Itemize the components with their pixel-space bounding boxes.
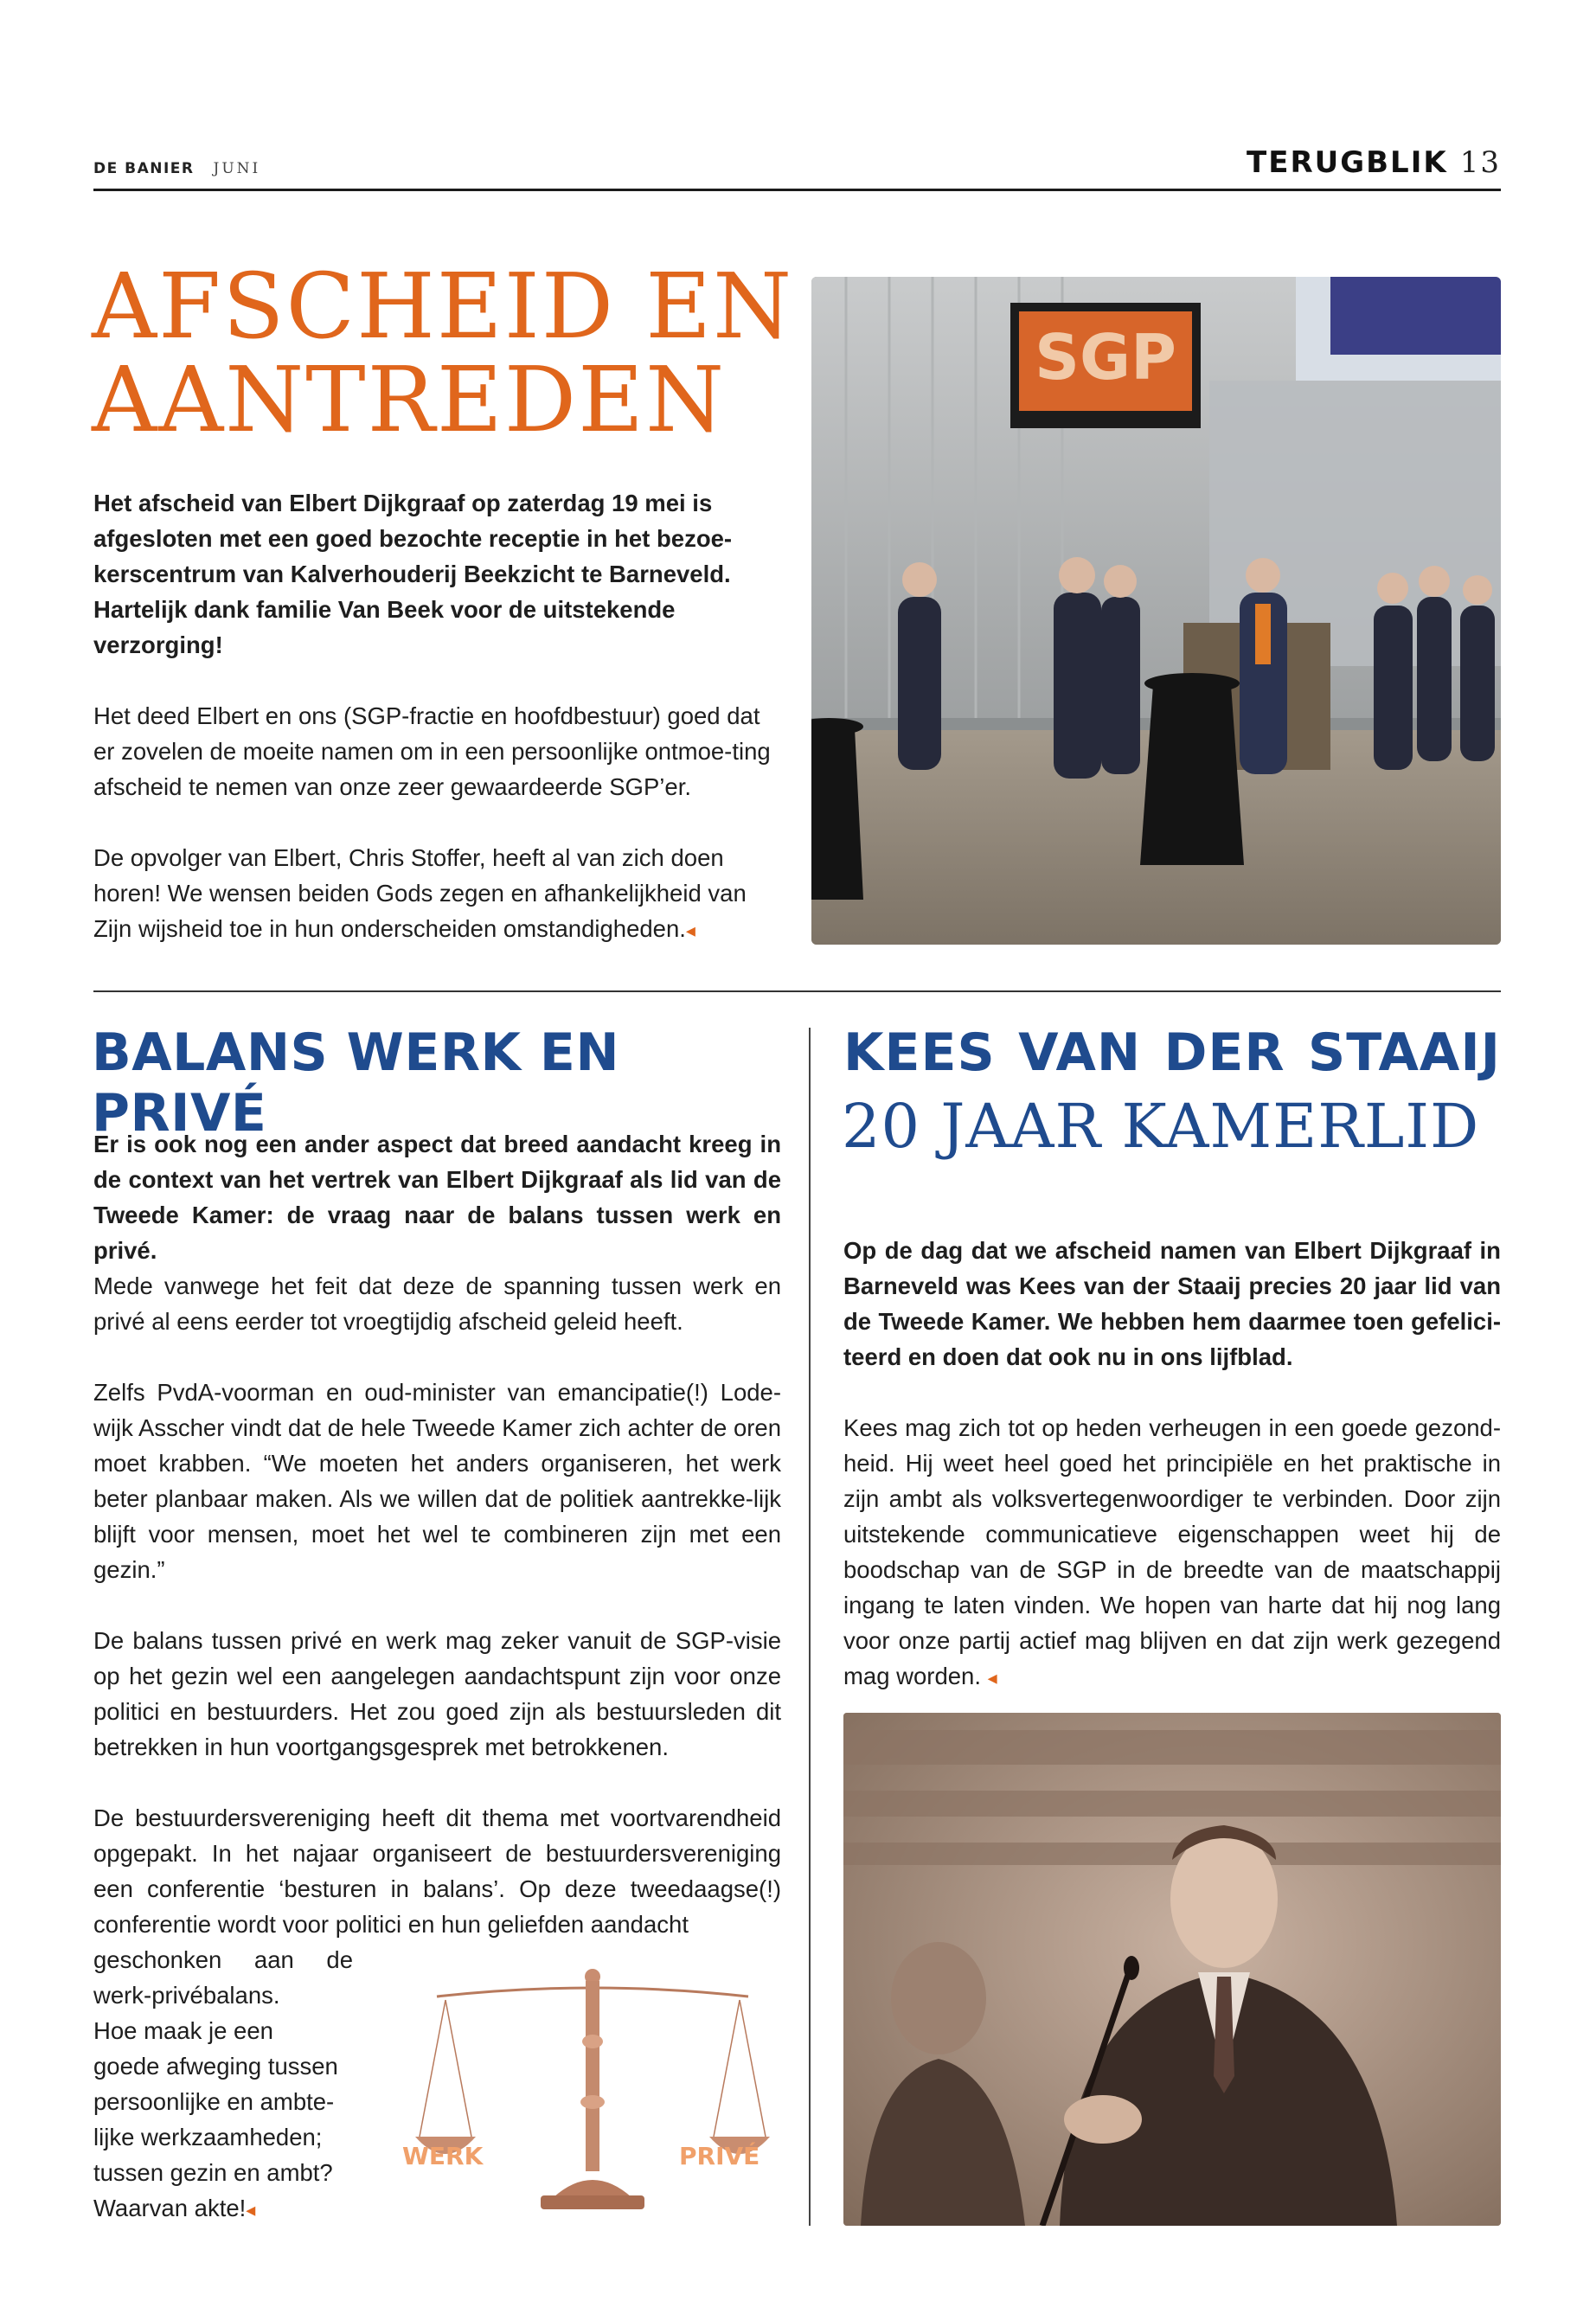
balance-scales-image: [402, 1964, 783, 2223]
article2-title: BALANS WERK EN PRIVÉ: [92, 1022, 620, 1144]
text-line: Hoe maak je een: [93, 2017, 273, 2044]
end-marker-icon: ◂: [685, 920, 695, 941]
reception-photo-illustration: [811, 277, 1501, 945]
reception-photo: [811, 277, 1501, 945]
text-line-last: Waarvan akte!: [93, 2195, 247, 2221]
article2-paragraph4: De balans tussen privé en werk mag zeker vanuit de SGP-visie op het gezin wel een aangelegen aandachtspunt zijn voor onze politici en bestuurders. Het zou goed zijn als bestuursleden dit betrekken in hun voortgangsgesprek met betrokkenen.: [93, 1627, 781, 1760]
page-number: 13: [1459, 145, 1501, 180]
article1-paragraph3: [93, 840, 777, 948]
article1-paragraph2: Het deed Elbert en ons (SGP-fractie en hoofdbestuur) goed dat er zovelen de moeite namen om in een persoonlijke ontmoe-ting afscheid te nemen van onze zeer gewaardeerde SGP’er.: [93, 702, 771, 800]
article3-lead: Op de dag dat we afscheid namen van Elbert Dijkgraaf in Barneveld was Kees van der Staaij precies 20 jaar lid van de Tweede Kamer. We hebben hem daarmee toen gefelici-teerd en doen dat ook nu in ons lijfblad.: [843, 1237, 1501, 1370]
tv-logo-text: SGP: [1035, 321, 1176, 394]
article1-title-line1: AFSCHEID EN: [92, 253, 794, 359]
text-line: persoonlijke en ambte-: [93, 2088, 335, 2115]
column-divider: [809, 1028, 811, 2226]
article2-paragraph3: Zelfs PvdA-voorman en oud-minister van emancipatie(!) Lode-wijk Asscher vindt dat de hele Tweede Kamer zich achter de oren moet krabben. “We moeten het anders organiseren, het werk beter planbaar maken. Als we willen dat de politiek aantrekke-lijk blijft voor mensen, moet het wel te combineren zijn met een gezin.”: [93, 1379, 781, 1583]
article3-title-line1: KEES VAN DER STAAIJ: [843, 1022, 1501, 1083]
issue-month: JUNI: [213, 160, 261, 177]
balance-scales-icon: [402, 1964, 783, 2223]
article2-paragraph5-end: [93, 1942, 353, 2227]
section-divider: [93, 990, 1501, 992]
text-line: lijke werkzaamheden;: [93, 2124, 323, 2150]
text-line: [93, 2190, 353, 2227]
section-name: TERUGBLIK: [1247, 145, 1448, 180]
article1-lead: Het afscheid van Elbert Dijkgraaf op zaterdag 19 mei is afgesloten met een goed bezochte receptie in het bezoe-kerscentrum van Kalverhouderij Beekzicht te Barneveld. Hartelijk dank familie Van Beek voor de uitstekende verzorging!: [93, 490, 733, 658]
article2-paragraph5: De bestuurdersvereniging heeft dit thema met voortvarendheid opgepakt. In het najaar organiseert de bestuurdersvereniging een conferentie ‘besturen in balans’. Op deze tweedaagse(!) conferentie wordt voor politici en hun geliefden aandacht: [93, 1804, 781, 1938]
article1-title: [92, 253, 818, 452]
article1-title-line2: AANTREDEN: [92, 347, 727, 452]
text-line: tussen gezin en ambt?: [93, 2159, 333, 2186]
scale-label-werk: WERK: [402, 2142, 484, 2170]
article3-paragraph2-text: Kees mag zich tot op heden verheugen in een goede gezond-heid. Hij weet heel goed het principiële en het praktische in zijn ambt als volksvertegenwoordiger te verbinden. Door zijn uitstekende communicatieve eigenschappen weet hij de boodschap van de SGP in de breedte van de maatschappij ingang te laten vinden. We hopen van harte dat hij nog lang voor onze partij actief mag blijven en dat zijn werk gezegend mag worden.: [843, 1414, 1501, 1689]
kees-van-der-staaij-photo: [843, 1713, 1501, 2226]
text-line: goede afweging tussen: [93, 2053, 338, 2080]
article3-paragraph2: [843, 1410, 1501, 1695]
publication-header: [93, 160, 260, 177]
text-line: werk-privébalans.: [93, 1982, 280, 2009]
parliament-speaker-illustration: [843, 1713, 1501, 2226]
end-marker-icon: ◂: [246, 2199, 256, 2221]
article2-paragraph2: Mede vanwege het feit dat deze de spanning tussen werk en privé al eens eerder tot vroegtijdig afscheid geleid heeft.: [93, 1272, 781, 1335]
article3-title-line2: 20 JAAR KAMERLID: [842, 1091, 1480, 1162]
text-line: geschonken aan de: [93, 1946, 353, 1973]
header-rule: [93, 189, 1501, 191]
article1-paragraph3-text: De opvolger van Elbert, Chris Stoffer, heeft al van zich doen horen! We wensen beiden Gods zegen en afhankelijkheid van Zijn wijsheid toe in hun onderscheiden omstandigheden.: [93, 844, 747, 942]
article2-lead: Er is ook nog een ander aspect dat breed aandacht kreeg in de context van het vertrek van Elbert Dijkgraaf als lid van de Tweede Kamer: de vraag naar de balans tussen werk en privé.: [93, 1131, 781, 1264]
scale-label-prive: PRIVÉ: [679, 2142, 760, 2170]
end-marker-icon: ◂: [987, 1667, 997, 1689]
section-header: [1247, 145, 1501, 180]
publication-name: DE BANIER: [93, 160, 195, 177]
